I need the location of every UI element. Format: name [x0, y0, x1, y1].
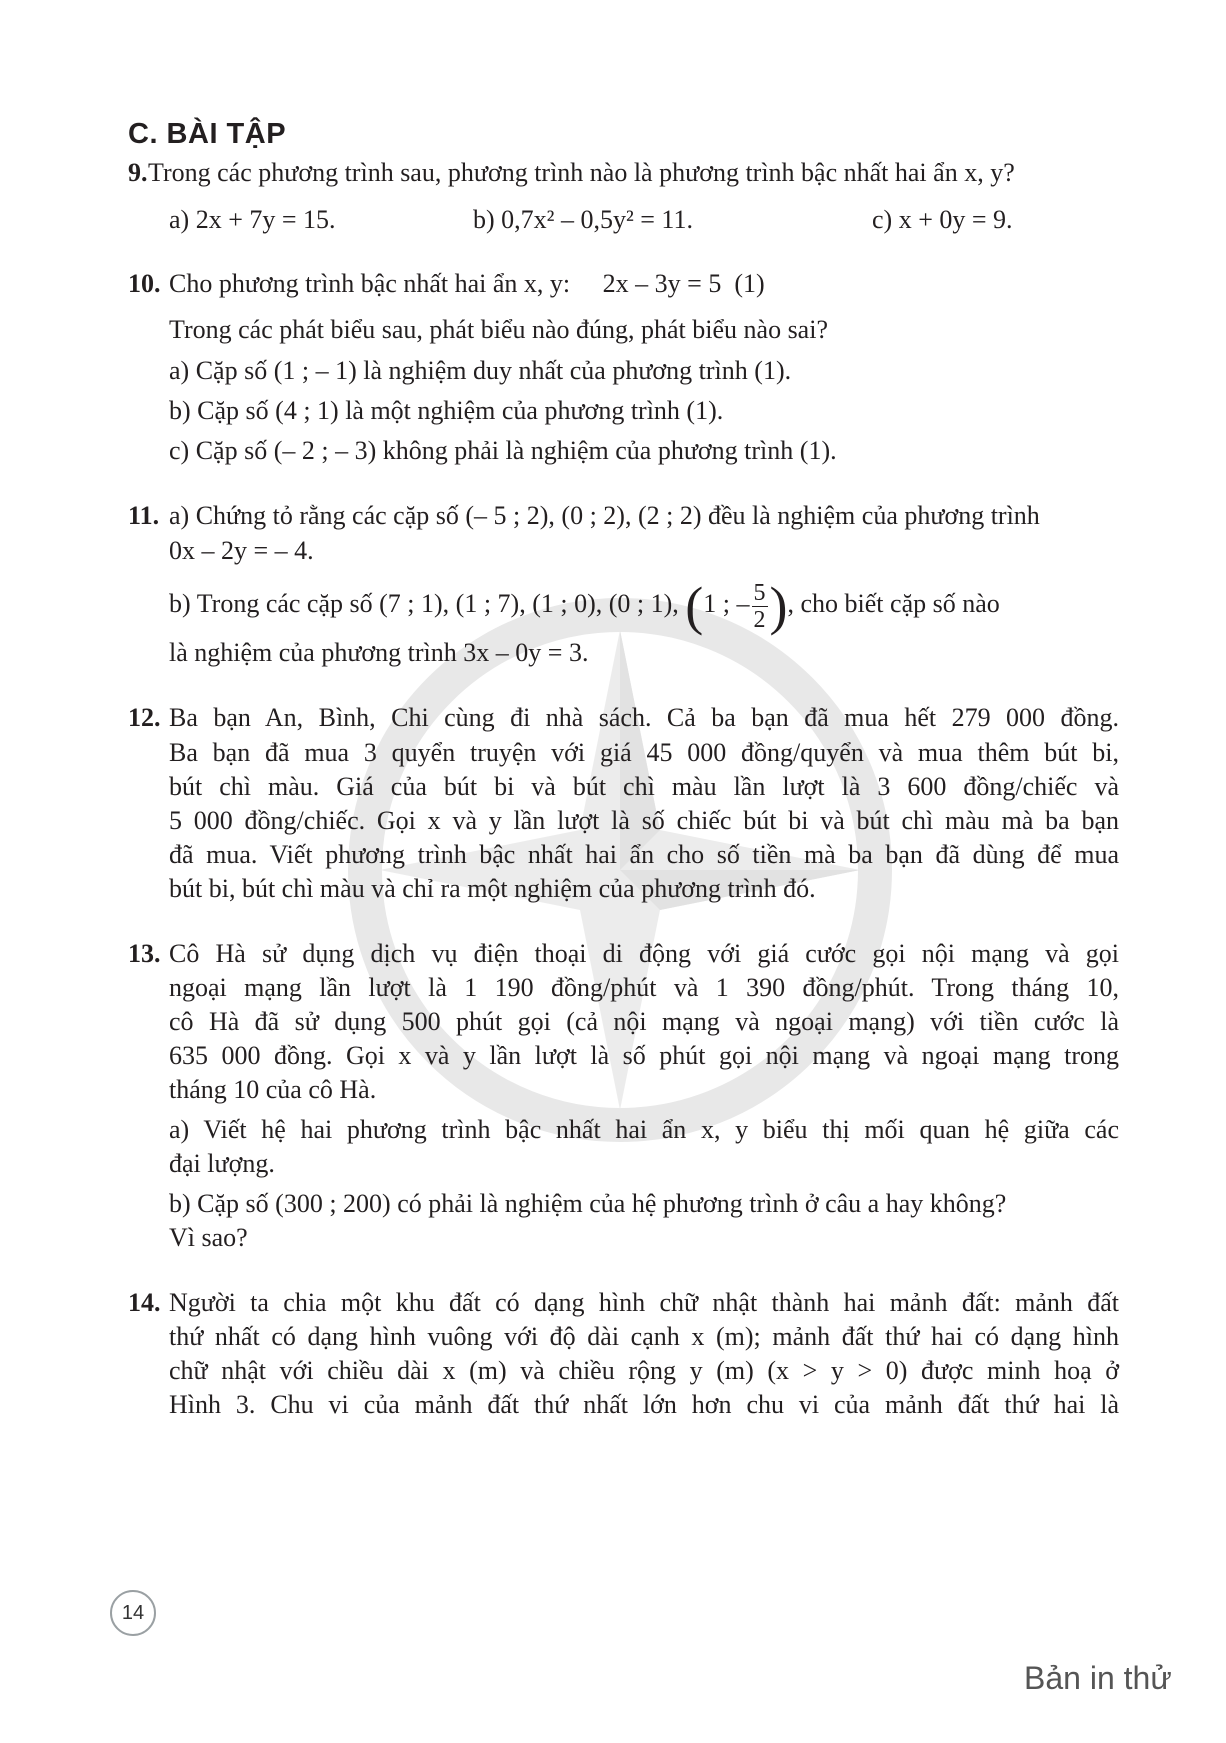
- exercise-13-line-4: 635 000 đồng. Gọi x và y lần lượt là số phút gọi nội mạng và ngoại mạng trong: [169, 1041, 1119, 1070]
- exercise-14-number: 14.: [128, 1288, 161, 1317]
- exercise-9-option-a: a) 2x + 7y = 15.: [169, 205, 336, 234]
- exercise-10-item-b: b) Cặp số (4 ; 1) là một nghiệm của phương trình (1).: [169, 396, 724, 425]
- close-paren: ): [769, 576, 788, 637]
- open-paren: (: [685, 576, 704, 637]
- exercise-14-line-4: Hình 3. Chu vi của mảnh đất thứ nhất lớn hơn chu vi của mảnh đất thứ hai là: [169, 1390, 1119, 1419]
- draft-print-label: Bản in thử: [1024, 1660, 1172, 1696]
- exercise-12-line-2: Ba bạn đã mua 3 quyển truyện với giá 45 000 đồng/quyển và mua thêm bút bi,: [169, 738, 1119, 767]
- exercise-11-b-line-1: [169, 575, 1119, 637]
- exercise-10-line-1: Cho phương trình bậc nhất hai ẩn x, y: 2x – 3y = 5 (1): [169, 269, 765, 298]
- fraction-5-over-2: [752, 580, 768, 633]
- exercise-13-line-5: tháng 10 của cô Hà.: [169, 1075, 377, 1104]
- exercise-11-b-line-2: là nghiệm của phương trình 3x – 0y = 3.: [169, 638, 589, 667]
- exercise-10-line-2: Trong các phát biểu sau, phát biểu nào đúng, phát biểu nào sai?: [169, 315, 828, 344]
- exercise-14-line-2: thứ nhất có dạng hình vuông với độ dài cạnh x (m); mảnh đất thứ hai có dạng hình: [169, 1322, 1119, 1351]
- exercise-12-line-3: bút chì màu. Giá của bút bi và bút chì màu lần lượt là 3 600 đồng/chiếc và: [169, 772, 1119, 801]
- fraction-numerator: 5: [753, 579, 766, 606]
- exercise-13-b-line-1: b) Cặp số (300 ; 200) có phải là nghiệm của hệ phương trình ở câu a hay không?: [169, 1189, 1007, 1218]
- exercise-12-line-5: đã mua. Viết phương trình bậc nhất hai ẩn cho số tiền mà ba bạn đã dùng để mua: [169, 840, 1119, 869]
- exercise-12-line-1: Ba bạn An, Bình, Chi cùng đi nhà sách. Cả ba bạn đã mua hết 279 000 đồng.: [169, 703, 1119, 732]
- exercise-13-line-2: ngoại mạng lần lượt là 1 190 đồng/phút và 1 390 đồng/phút. Trong tháng 10,: [169, 973, 1119, 1002]
- exercise-13-b-line-2: Vì sao?: [169, 1223, 248, 1252]
- exercise-11-b-question: , cho biết cặp số nào: [787, 589, 1000, 618]
- exercise-14-line-1: Người ta chia một khu đất có dạng hình chữ nhật thành hai mảnh đất: mảnh đất: [169, 1288, 1119, 1317]
- exercise-9-number: 9.: [128, 158, 148, 187]
- exercise-13-number: 13.: [128, 939, 161, 968]
- exercise-11-b-pair-left: 1 ; –: [703, 589, 750, 618]
- exercise-9-option-c: c) x + 0y = 9.: [872, 205, 1013, 234]
- exercise-13-a-line-2: đại lượng.: [169, 1149, 275, 1178]
- exercise-12-line-6: bút bi, bút chì màu và chỉ ra một nghiệm của phương trình đó.: [169, 874, 816, 903]
- exercise-13-a-line-1: a) Viết hệ hai phương trình bậc nhất hai ẩn x, y biểu thị mối quan hệ giữa các: [169, 1115, 1119, 1144]
- exercise-9-option-b: b) 0,7x² – 0,5y² = 11.: [473, 205, 693, 234]
- exercise-12-line-4: 5 000 đồng/chiếc. Gọi x và y lần lượt là số chiếc bút bi và bút chì màu mà ba bạn: [169, 806, 1119, 835]
- exercise-11-a-line-1: a) Chứng tỏ rằng các cặp số (– 5 ; 2), (0 ; 2), (2 ; 2) đều là nghiệm của phương trình: [169, 501, 1040, 530]
- exercise-13-line-3: cô Hà đã sử dụng 500 phút gọi (cả nội mạng và ngoại mạng) với tiền cước là: [169, 1007, 1119, 1036]
- exercise-11-number: 11.: [128, 501, 160, 530]
- exercise-10-item-c: c) Cặp số (– 2 ; – 3) không phải là nghiệm của phương trình (1).: [169, 436, 837, 465]
- section-heading: C. BÀI TẬP: [128, 118, 287, 150]
- exercise-10-item-a: a) Cặp số (1 ; – 1) là nghiệm duy nhất của phương trình (1).: [169, 356, 792, 385]
- exercise-11-a-line-2: 0x – 2y = – 4.: [169, 536, 314, 565]
- exercise-14-line-3: chữ nhật với chiều dài x (m) và chiều rộng y (m) (x > y > 0) được minh hoạ ở: [169, 1356, 1119, 1385]
- exercise-9-prompt: Trong các phương trình sau, phương trình nào là phương trình bậc nhất hai ẩn x, y?: [148, 158, 1015, 187]
- exercise-11-b-pairs: b) Trong các cặp số (7 ; 1), (1 ; 7), (1 ; 0), (0 ; 1),: [169, 589, 679, 618]
- fraction-denominator: 2: [753, 606, 766, 633]
- exercise-12-number: 12.: [128, 703, 161, 732]
- exercise-10-number: 10.: [128, 269, 161, 298]
- page-number-badge: 14: [110, 1590, 156, 1636]
- exercise-13-line-1: Cô Hà sử dụng dịch vụ điện thoại di động với giá cước gọi nội mạng và gọi: [169, 939, 1119, 968]
